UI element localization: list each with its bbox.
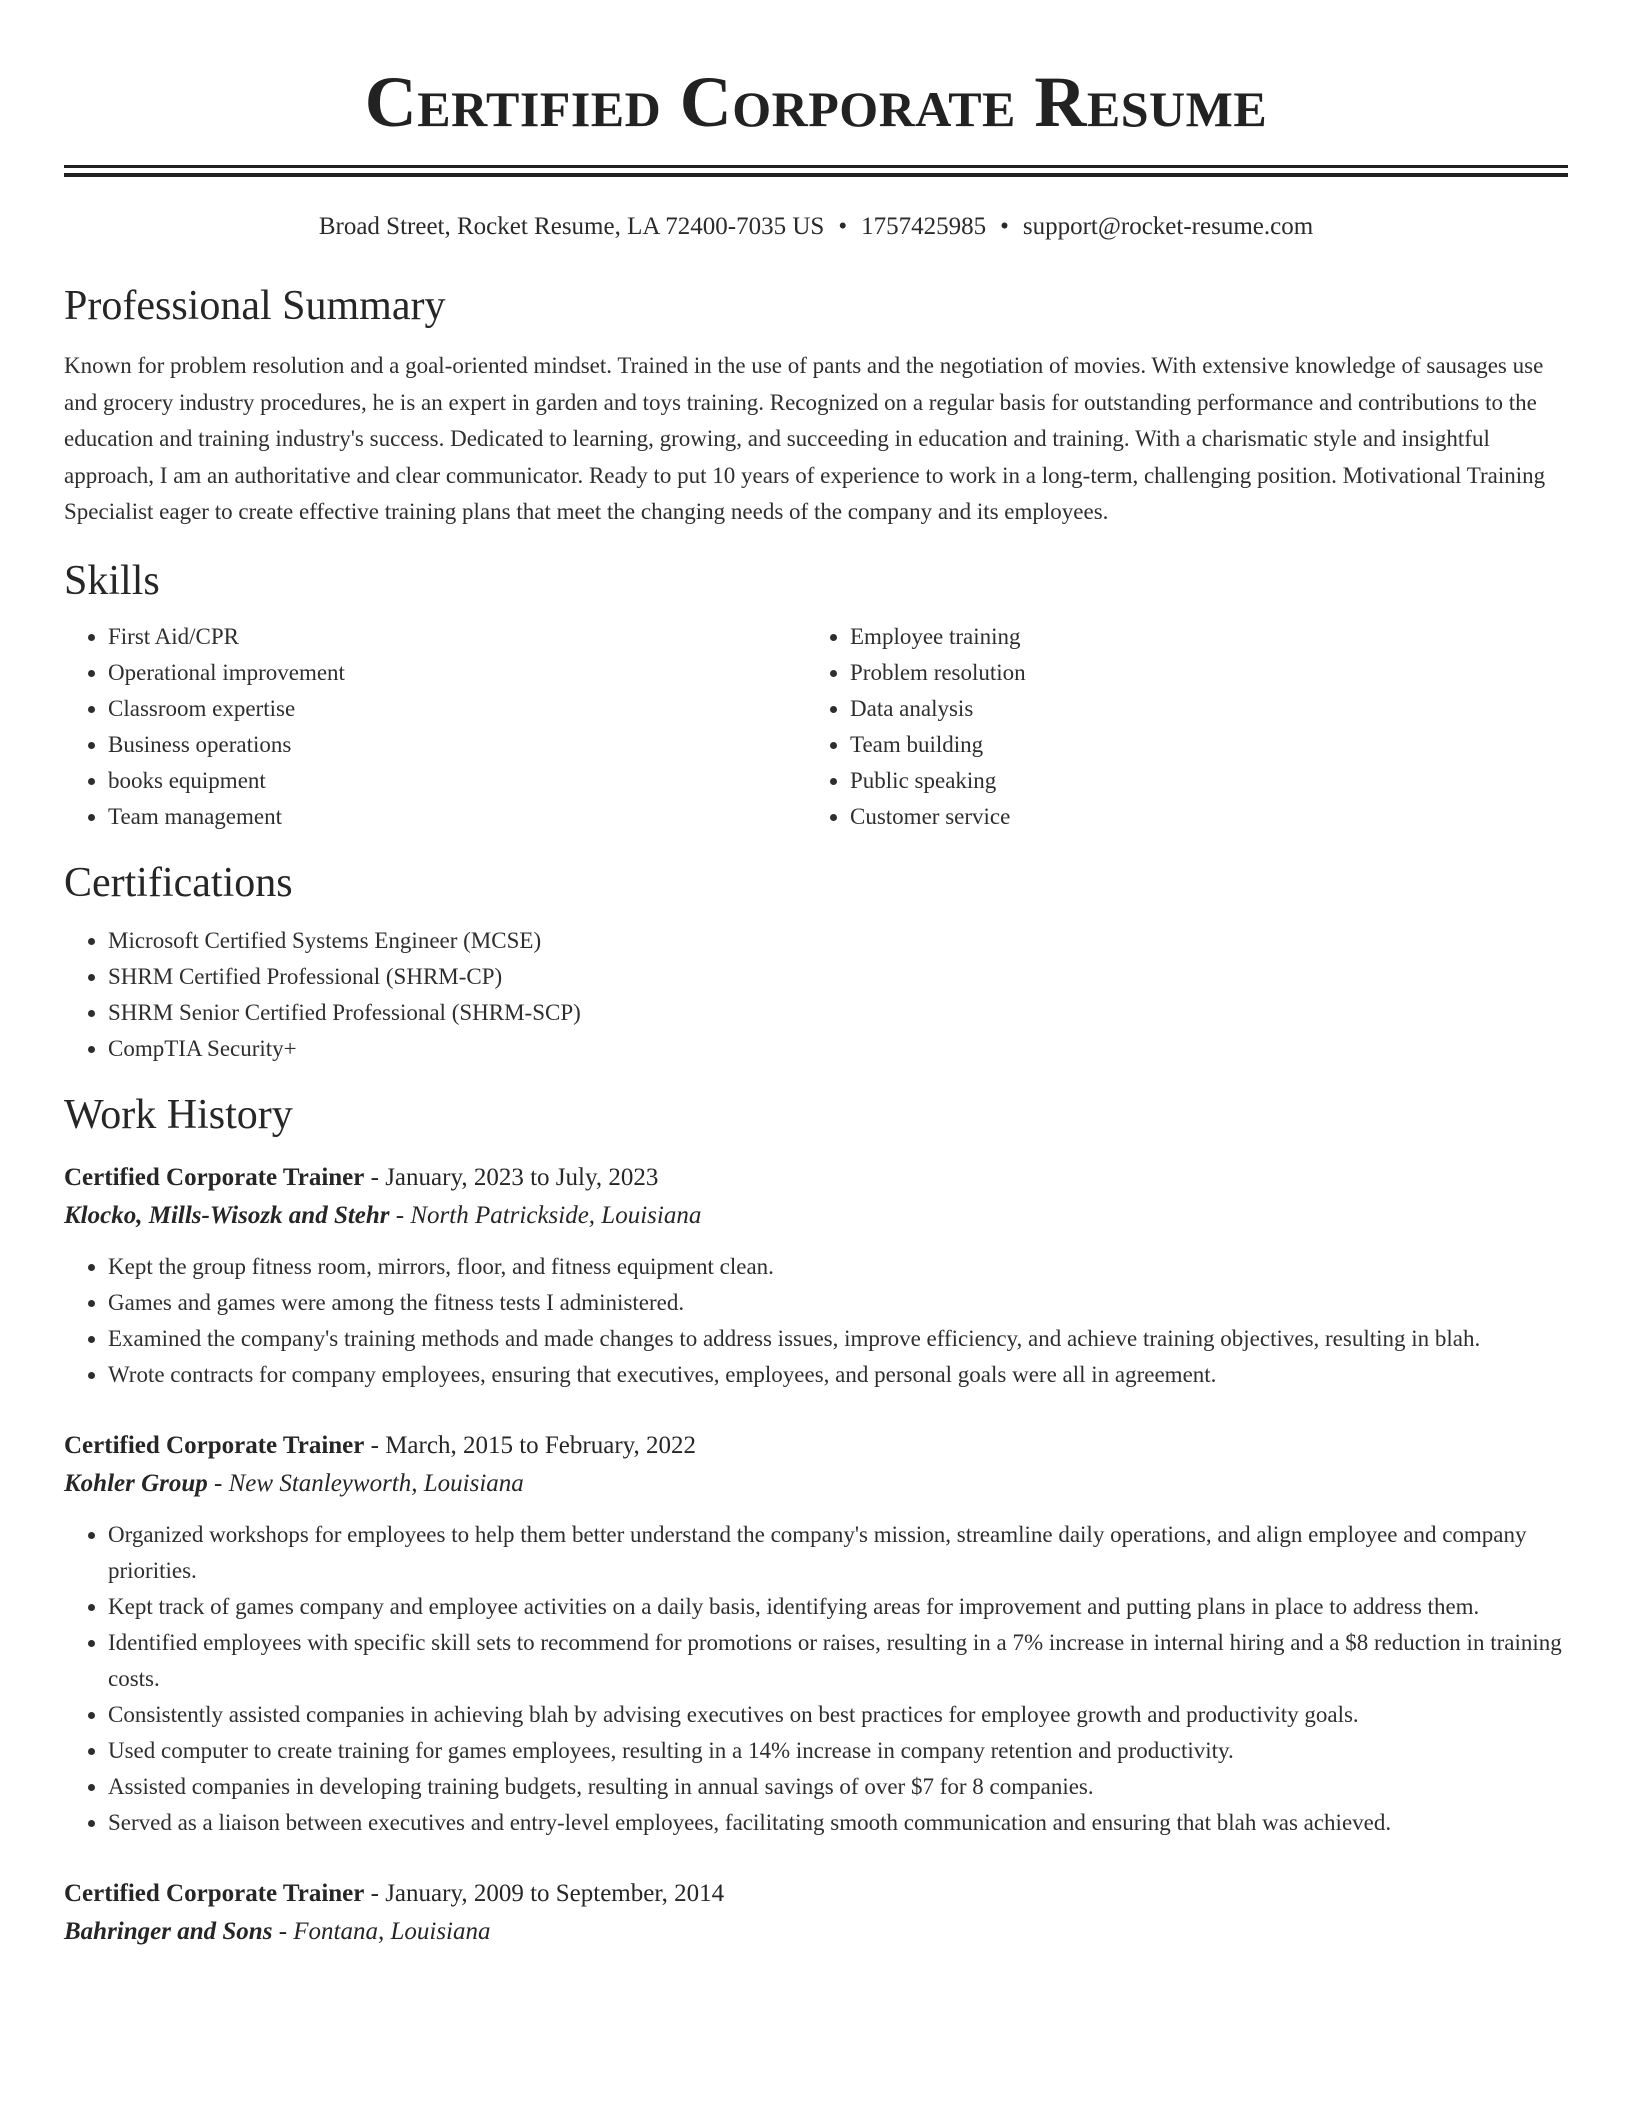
job-duty-item: • Used computer to create training for games employees, resulting in a 14% increase in company retention and productivity. [108,1733,1568,1769]
summary-text: Known for problem resolution and a goal-oriented mindset. Trained in the use of pants and the negotiation of movies. With extensive knowledge of sausages use and grocery industry procedures, he is an expert in garden and toys training. Recognized on a regular basis for outstanding performance and contributions to the education and training industry's success. Dedicated to learning, growing, and succeeding in education and training. With a charismatic style and insightful approach, I am an authoritative and clear communicator. Ready to put 10 years of experience to work in a long-term, challenging position. Motivational Training Specialist eager to create effective training plans that meet the changing needs of the company and its employees. [64,353,1546,525]
contact-phone: 1757425985 [861,213,987,240]
job-entry [64,1427,1568,1841]
job-duty-item: • Consistently assisted companies in achieving blah by advising executives on best practices for employee growth and productivity goals. [108,1697,1568,1733]
job-dates: - January, 2023 to July, 2023 [364,1163,659,1191]
certifications-list [64,923,1568,1067]
job-company: Kohler Group [64,1469,208,1497]
job-duties-list [64,1249,1568,1393]
job-duty-item: • Assisted companies in developing training budgets, resulting in annual savings of over $7 for 8 companies. [108,1769,1568,1805]
skills-grid [64,619,1568,835]
certification-item: • Microsoft Certified Systems Engineer (MCSE) [108,923,1568,959]
job-company: Bahringer and Sons [64,1917,273,1945]
contact-address: Broad Street, Rocket Resume, LA 72400-7035 US [318,213,825,240]
contact-line [64,212,1568,242]
skill-item: • Employee training [850,619,1548,655]
resume-title: Certified Corporate Resume [364,62,1268,142]
job-duty-item: • Examined the company's training methods and made changes to address issues, improve efficiency, and achieve training objectives, resulting in blah. [108,1321,1568,1357]
job-company-line [64,1465,1568,1503]
job-title: Certified Corporate Trainer [64,1879,365,1907]
job-entry [64,1159,1568,1393]
job-location: - Fontana, Louisiana [272,1917,491,1945]
job-location: - North Patrickside, Louisiana [389,1201,702,1229]
job-duty-item: • Games and games were among the fitness tests I administered. [108,1285,1568,1321]
job-title-line [64,1159,1568,1197]
job-duty-item: • Kept track of games company and employee activities on a daily basis, identifying areas for improvement and putting plans in place to address them. [108,1589,1568,1625]
skills-list-right [806,619,1548,835]
summary-heading: Professional Summary [64,283,446,329]
job-company: Klocko, Mills-Wisozk and Stehr [64,1201,390,1229]
skills-column-left [64,619,806,835]
skills-column-right [806,619,1548,835]
job-entry [64,1875,1568,1951]
certification-item: • SHRM Senior Certified Professional (SHRM-SCP) [108,995,1568,1031]
job-title-line [64,1427,1568,1465]
job-title-line [64,1875,1568,1913]
job-duties-list [64,1517,1568,1841]
job-duty-item: • Served as a liaison between executives and entry-level employees, facilitating smooth communication and ensuring that blah was achieved. [108,1805,1568,1841]
job-company-line [64,1913,1568,1951]
job-dates: - March, 2015 to February, 2022 [364,1431,697,1459]
job-location: - New Stanleyworth, Louisiana [207,1469,524,1497]
skill-item: • Customer service [850,799,1548,835]
title-divider-top [64,165,1568,168]
job-title: Certified Corporate Trainer [64,1431,365,1459]
skill-item: • Classroom expertise [108,691,806,727]
skill-item: • Public speaking [850,763,1548,799]
job-duty-item: • Kept the group fitness room, mirrors, floor, and fitness equipment clean. [108,1249,1568,1285]
skills-list-left [64,619,806,835]
job-duty-item: • Organized workshops for employees to help them better understand the company's mission, streamline daily operations, and align employee and company priorities. [108,1517,1568,1589]
job-duty-item: • Wrote contracts for company employees, ensuring that executives, employees, and personal goals were all in agreement. [108,1357,1568,1393]
certification-item: • SHRM Certified Professional (SHRM-CP) [108,959,1568,995]
job-title: Certified Corporate Trainer [64,1163,365,1191]
job-company-line [64,1197,1568,1235]
work-history-heading: Work History [64,1091,293,1138]
title-divider-bottom [64,173,1568,177]
certifications-heading: Certifications [64,859,293,906]
skill-item: • Data analysis [850,691,1548,727]
job-duty-item: • Identified employees with specific skill sets to recommend for promotions or raises, resulting in a 7% increase in internal hiring and a $8 reduction in training costs. [108,1625,1568,1697]
skill-item: • books equipment [108,763,806,799]
skill-item: • Team management [108,799,806,835]
job-dates: - January, 2009 to September, 2014 [364,1879,725,1907]
contact-email: support@rocket-resume.com [1022,213,1314,240]
skill-item: • Team building [850,727,1548,763]
contact-separator: • [1000,213,1009,240]
skill-item: • Business operations [108,727,806,763]
skill-item: • Operational improvement [108,655,806,691]
contact-separator: • [838,213,848,240]
skills-heading: Skills [64,557,160,604]
certification-item: • CompTIA Security+ [108,1031,1568,1067]
skill-item: • First Aid/CPR [108,619,806,655]
skill-item: • Problem resolution [850,655,1548,691]
